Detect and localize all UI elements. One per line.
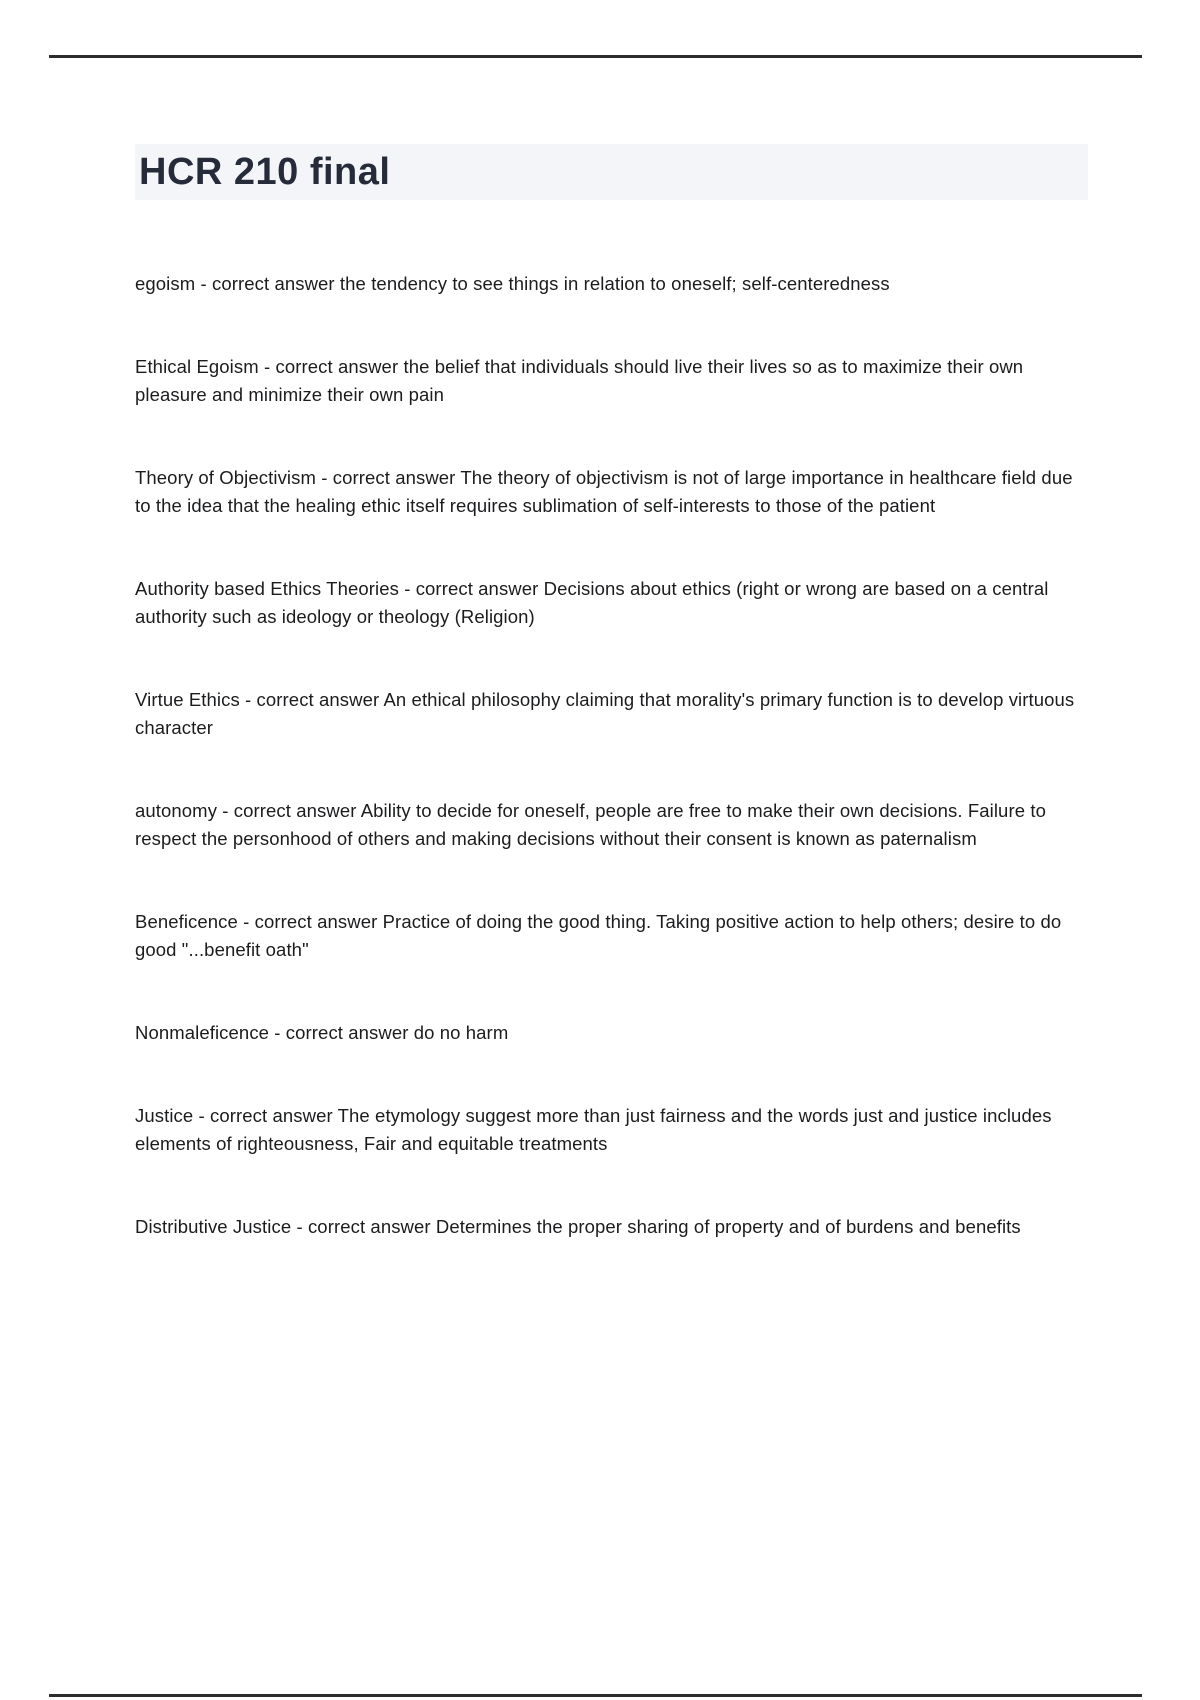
flashcard-entry: Beneficence - correct answer Practice of doing the good thing. Taking positive action to help others; desire to do good "...benefit oath" — [135, 911, 1062, 960]
flashcard-entry: Virtue Ethics - correct answer An ethical philosophy claiming that morality's primary function is to develop virtuous character — [135, 689, 1075, 738]
flashcard-entry: Authority based Ethics Theories - correct answer Decisions about ethics (right or wrong are based on a central authority such as ideology or theology (Religion) — [135, 578, 1049, 627]
flashcard-entry: Justice - correct answer The etymology suggest more than just fairness and the words just and justice includes elements of righteousness, Fair and equitable treatments — [135, 1105, 1052, 1154]
flashcard-entry: Nonmaleficence - correct answer do no harm — [135, 1022, 509, 1043]
page-title: HCR 210 final — [139, 151, 391, 193]
title-highlight — [135, 144, 1088, 200]
top-rule — [49, 55, 1142, 58]
flashcard-entry: Theory of Objectivism - correct answer The theory of objectivism is not of large importance in healthcare field due to the idea that the healing ethic itself requires sublimation of self-interests to those of the patient — [135, 467, 1073, 516]
flashcard-entry: autonomy - correct answer Ability to decide for oneself, people are free to make their own decisions. Failure to respect the personhood of others and making decisions without their consent is known as paternalism — [135, 800, 1046, 849]
flashcard-entry: egoism - correct answer the tendency to see things in relation to oneself; self-centeredness — [135, 273, 890, 294]
bottom-rule — [49, 1694, 1142, 1697]
flashcard-entry: Ethical Egoism - correct answer the belief that individuals should live their lives so as to maximize their own pleasure and minimize their own pain — [135, 356, 1024, 405]
flashcard-list — [135, 270, 1075, 1296]
flashcard-entry: Distributive Justice - correct answer Determines the proper sharing of property and of burdens and benefits — [135, 1216, 1021, 1237]
